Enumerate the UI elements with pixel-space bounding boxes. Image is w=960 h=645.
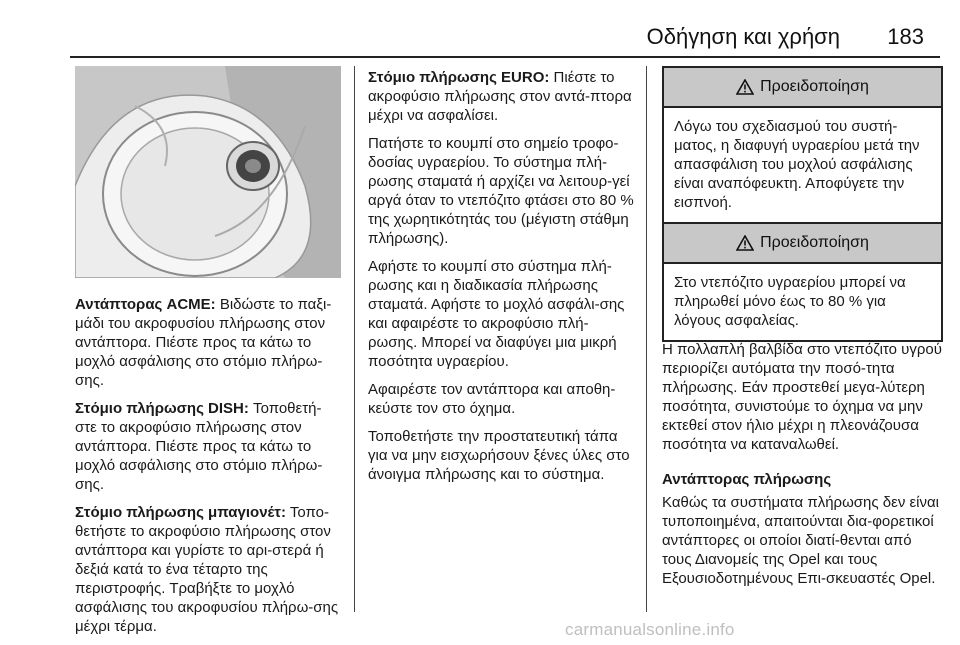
warning-triangle-icon (736, 79, 754, 95)
paragraph-release-button: Αφήστε το κουμπί στο σύστημα πλή-ρωσης και η διαδικασία πλήρωσης σταματά. Αφήστε το μοχλό ασφάλι-σης και αφαιρέστε το ακροφύσιο πλή-ρωσης. Μπορεί να διαφύγει μια μικρή ποσότητα υγραερίου. (368, 258, 625, 370)
column-1 (75, 295, 341, 645)
paragraph-press-button: Πατήστε το κουμπί στο σημείο τροφο-δοσίας υγραερίου. Το σύστημα πλή-ρωσης σταματά ή αρχίζει να λειτουρ-γεί αργά όταν το ντεπόζιτο φτάσει στο 80 % της χωρητικότητάς του (μέγιστη στάθμη πλήρωσης). (368, 135, 634, 247)
page-number: 183 (887, 24, 924, 49)
text-euro: Πιέστε το ακροφύσιο πλήρωσης στον αντά-πτορα μέχρι να ασφαλίσει. (368, 69, 632, 124)
column-divider-1 (354, 66, 355, 612)
paragraph-remove-adapter: Αφαιρέστε τον αντάπτορα και αποθη-κεύστε τον στο όχημα. (368, 381, 616, 417)
warning-header-1 (664, 68, 941, 108)
paragraph-acme (75, 295, 341, 390)
label-bayonet: Στόμιο πλήρωσης μπαγιονέτ: (75, 504, 286, 521)
paragraph-euro (368, 68, 634, 125)
warning-text-2: Στο ντεπόζιτο υγραερίου μπορεί να πληρωθεί μόνο έως το 80 % για λόγους ασφαλείας. (674, 274, 906, 329)
heading-text: Αντάπτορας πλήρωσης (662, 471, 832, 488)
header-rule (70, 56, 940, 58)
page-title: Οδήγηση και χρήση (646, 24, 840, 49)
warning-triangle-icon (736, 235, 754, 251)
label-dish: Στόμιο πλήρωσης DISH: (75, 400, 249, 417)
section-heading-adapter (662, 470, 942, 489)
warning-header-2 (664, 224, 941, 264)
label-acme: Αντάπτορας ACME: (75, 296, 216, 313)
warning-box-2 (662, 222, 943, 342)
text-dish: Τοποθετή-στε το ακροφύσιο πλήρωσης στον αντάπτορα. Πιέστε προς τα κάτω το μοχλό ασφάλισης στο στόμιο πλήρω-σης. (75, 400, 323, 493)
paragraph-adapters: Καθώς τα συστήματα πλήρωσης δεν είναι τυποποιημένα, απαιτούνται δια-φορετικοί αντάπτορες οι οποίοι διατί-θενται από τους Διανομείς της Opel και τους Εξουσιοδοτημένους Επι-σκευαστές Opel. (662, 494, 940, 587)
column-2 (368, 68, 634, 493)
lpg-filler-illustration (75, 66, 341, 278)
paragraph-multivalve: Η πολλαπλή βαλβίδα στο ντεπόζιτο υγρού περιορίζει αυτόματα την ποσό-τητα πλήρωσης. Εάν προστεθεί μεγα-λύτερη ποσότητα, συνιστούμε το όχημα να μην εκτεθεί στον ήλιο μέχρι η πλεονάζουσα ποσότητα να καταναλωθεί. (662, 341, 942, 453)
watermark: carmanualsonline.info (565, 620, 735, 639)
warning-title-1: Προειδοποίηση (760, 78, 869, 95)
paragraph-protective-cap: Τοποθετήστε την προστατευτική τάπα για να μην εισχωρήσουν ξένες ύλες στο άνοιγμα πλήρωσης και το σύστημα. (368, 428, 630, 483)
column-3 (662, 340, 942, 597)
text-bayonet: Τοπο-θετήστε το ακροφύσιο πλήρωσης στον αντάπτορα και γυρίστε το αρι-στερά ή δεξιά κατά το ένα τέταρτο της περιστροφής. Τραβήξτε το μοχλό ασφάλισης του ακροφυσίου πλήρω-σης μέχρι τέρμα. (75, 504, 339, 635)
warning-box-1 (662, 66, 943, 224)
paragraph-dish (75, 399, 341, 494)
warning-text-1: Λόγω του σχεδιασμού του συστή-ματος, η διαφυγή υγραερίου μετά την απασφάλιση του μοχλού ασφάλισης είναι αναπόφευκτη. Αποφύγετε την εισπνοή. (674, 118, 920, 211)
text-acme: Βιδώστε το παξι-μάδι του ακροφυσίου πλήρωσης στον αντάπτορα. Πιέστε προς τα κάτω το μοχλό ασφάλισης στο στόμιο πλήρω-σης. (75, 296, 332, 389)
warning-title-2: Προειδοποίηση (760, 234, 869, 251)
paragraph-bayonet (75, 503, 341, 636)
column-divider-2 (646, 66, 647, 612)
label-euro: Στόμιο πλήρωσης EURO: (368, 69, 550, 86)
